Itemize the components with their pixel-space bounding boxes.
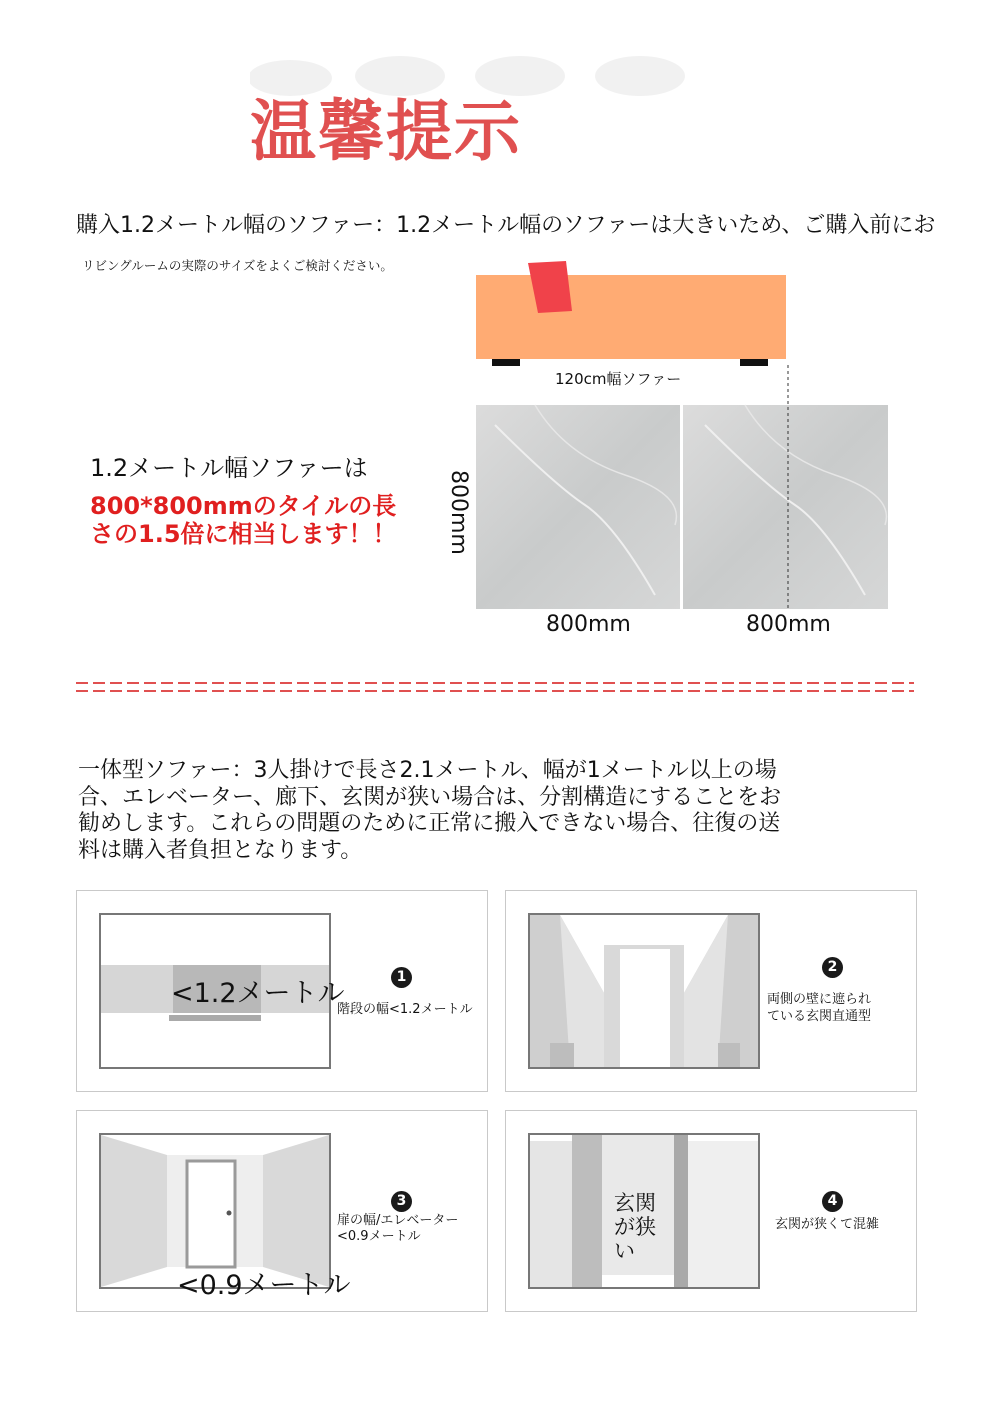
- intro-text: 購入1.2メートル幅のソファー：1.2メートル幅のソファーは大きいため、ご購入前にお: [76, 213, 936, 238]
- stairs-width-overlay: <1.2メートル: [171, 978, 345, 1009]
- step-number-4: 4: [822, 1191, 843, 1212]
- panel-entrance: [505, 1110, 917, 1312]
- note-heading: 1.2メートル幅ソファーは: [90, 454, 368, 482]
- tile-height-label: 800mm: [446, 470, 471, 555]
- step-number-1: 1: [391, 967, 412, 988]
- tile-width-label-2: 800mm: [746, 612, 831, 637]
- tile-illustration: [475, 365, 890, 613]
- tile-width-label-1: 800mm: [546, 612, 631, 637]
- sofa-size-label: 120cm幅ソファー: [555, 370, 682, 388]
- note-highlight: 800*800mmのタイルの長さの1.5倍に相当します！！: [90, 492, 397, 548]
- panel-corridor: [505, 890, 917, 1092]
- panel-caption-3-line1: 扉の幅/エレベーター: [337, 1213, 459, 1228]
- sofa-illustration: [470, 255, 800, 370]
- page-title: 温馨提示: [250, 93, 522, 170]
- step-number-2: 2: [822, 957, 843, 978]
- entrance-overlay-line2: が狭: [614, 1215, 656, 1239]
- door-width-overlay: <0.9メートル: [177, 1270, 351, 1301]
- panel-caption-2-line2: ている玄関直通型: [767, 1009, 872, 1024]
- intro-subtext: リビングルームの実際のサイズをよくご検討ください。: [82, 258, 393, 273]
- panel-stairs: [76, 890, 488, 1092]
- section-divider: [76, 680, 914, 694]
- entrance-overlay-line1: 玄関: [614, 1191, 656, 1215]
- corridor-illustration: [528, 913, 760, 1069]
- panel-caption-1: 階段の幅<1.2メートル: [337, 1002, 473, 1017]
- panel-caption-3-line2: <0.9メートル: [337, 1229, 421, 1244]
- entrance-overlay-line3: い: [614, 1239, 635, 1263]
- panel-caption-4: 玄関が狭くて混雑: [775, 1217, 880, 1232]
- panel-door: [76, 1110, 488, 1312]
- warning-paragraph: 一体型ソファー：3人掛けで長さ2.1メートル、幅が1メートル以上の場合、エレベーター、廊下、玄関が狭い場合は、分割構造にすることをお勧めします。これらの問題のために正常に搬入できない場合、往復の送料は購入者負担となります。: [78, 758, 782, 863]
- panel-caption-2-line1: 両側の壁に遮られ: [767, 992, 872, 1007]
- step-number-3: 3: [391, 1191, 412, 1212]
